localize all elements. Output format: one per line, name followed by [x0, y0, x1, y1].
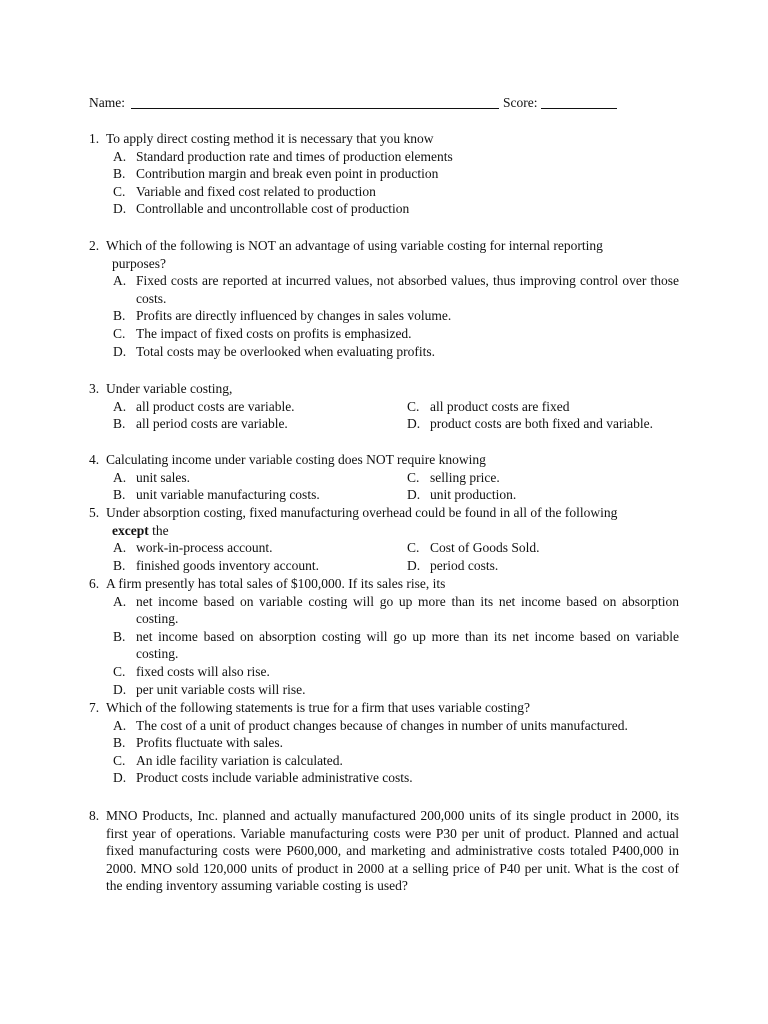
options-grid: [89, 469, 679, 504]
question-text: Under absorption costing, fixed manufacturing overhead could be found in all of the following: [106, 505, 618, 520]
question-5: [89, 504, 679, 574]
option-c[interactable]: [407, 398, 679, 416]
option-letter: D.: [113, 681, 127, 697]
option-letter: D.: [113, 770, 127, 786]
option-text: selling price.: [430, 469, 500, 485]
option-c[interactable]: [89, 752, 679, 770]
option-c[interactable]: [89, 325, 679, 343]
option-letter: B.: [113, 557, 126, 573]
option-letter: B.: [113, 416, 126, 432]
option-letter: A.: [113, 148, 127, 164]
question-number: 3.: [89, 381, 100, 396]
question-text: Which of the following is NOT an advantage of using variable costing for internal reporting: [106, 238, 603, 253]
option-c[interactable]: [407, 539, 679, 557]
option-c[interactable]: [407, 469, 679, 487]
option-letter: A.: [113, 593, 127, 609]
option-letter: A.: [113, 469, 127, 485]
option-b[interactable]: [113, 486, 407, 504]
option-text: all product costs are fixed: [430, 398, 570, 414]
option-letter: D.: [407, 416, 421, 432]
option-text: unit variable manufacturing costs.: [136, 487, 320, 503]
option-text: Variable and fixed cost related to production: [136, 183, 376, 199]
question-text: Which of the following statements is true for a firm that uses variable costing?: [106, 700, 531, 715]
option-b[interactable]: [113, 415, 407, 433]
option-letter: D.: [113, 201, 127, 217]
question-number: 4.: [89, 452, 100, 467]
question-text: To apply direct costing method it is necessary that you know: [106, 131, 434, 146]
option-a[interactable]: [113, 539, 407, 557]
question-1: [89, 130, 679, 218]
option-a[interactable]: [89, 148, 679, 166]
options-grid: [89, 398, 679, 433]
option-d[interactable]: [407, 486, 679, 504]
option-letter: A.: [113, 398, 127, 414]
option-text: net income based on absorption costing will go up more than its net income based on variable costing.: [136, 628, 679, 662]
question-text: Under variable costing,: [106, 381, 233, 396]
question-number: 1.: [89, 131, 100, 146]
option-d[interactable]: [89, 681, 679, 699]
question-text: A firm presently has total sales of $100,000. If its sales rise, its: [106, 576, 446, 591]
question-7: [89, 699, 679, 787]
question-4: [89, 451, 679, 504]
question-number: 2.: [89, 238, 100, 253]
question-number: 5.: [89, 505, 100, 520]
option-c[interactable]: [89, 183, 679, 201]
question-text: MNO Products, Inc. planned and actually manufactured 200,000 units of its single product in 2000, its first year of operations. Variable manufacturing costs were P30 per unit of product. Planned and actual fixed manufacturing costs were P600,000, and marketing and administrative costs totaled P400,000 in 2000. MNO sold 120,000 units of product in 2000 at a selling price of P40 per unit. What is the cost of the ending inventory assuming variable costing is used?: [106, 808, 679, 894]
option-text: An idle facility variation is calculated.: [136, 752, 343, 768]
option-b[interactable]: [89, 307, 679, 325]
option-letter: D.: [113, 343, 127, 359]
option-letter: A.: [113, 273, 127, 289]
question-6: [89, 575, 679, 698]
emphasis-except: except: [112, 522, 149, 538]
option-text: Product costs include variable administrative costs.: [136, 770, 413, 786]
option-text: all product costs are variable.: [136, 398, 295, 414]
question-number: 8.: [89, 808, 100, 823]
option-d[interactable]: [89, 200, 679, 218]
option-text: Fixed costs are reported at incurred values, not absorbed values, thus improving control over those costs.: [136, 273, 679, 306]
option-letter: D.: [407, 487, 421, 503]
option-text: Profits are directly influenced by changes in sales volume.: [136, 308, 452, 324]
option-letter: C.: [407, 469, 420, 485]
question-text-continued: purposes?: [112, 255, 166, 271]
option-b[interactable]: [89, 628, 679, 663]
option-text: Standard production rate and times of production elements: [136, 148, 453, 164]
option-text: net income based on variable costing will go up more than its net income based on absorption costing.: [136, 593, 679, 627]
options-grid: [89, 539, 679, 574]
option-letter: A.: [113, 717, 127, 733]
option-text: fixed costs will also rise.: [136, 663, 270, 679]
option-d[interactable]: [89, 769, 679, 787]
option-letter: B.: [113, 166, 126, 182]
option-letter: C.: [113, 183, 126, 199]
score-label: Score:: [503, 95, 538, 110]
question-text-tail: the: [148, 522, 169, 538]
option-text: product costs are both fixed and variable.: [430, 416, 654, 432]
option-letter: A.: [113, 540, 127, 556]
option-c[interactable]: [89, 663, 679, 681]
option-a[interactable]: [113, 398, 407, 416]
option-text: The impact of fixed costs on profits is emphasized.: [136, 325, 412, 341]
option-b[interactable]: [89, 734, 679, 752]
option-letter: B.: [113, 628, 126, 644]
option-d[interactable]: [407, 557, 679, 575]
option-a[interactable]: [113, 469, 407, 487]
option-b[interactable]: [89, 165, 679, 183]
option-b[interactable]: [113, 557, 407, 575]
option-text: all period costs are variable.: [136, 416, 288, 432]
option-text: Total costs may be overlooked when evaluating profits.: [136, 343, 435, 359]
option-d[interactable]: [89, 343, 679, 361]
option-text: per unit variable costs will rise.: [136, 681, 306, 697]
question-8: [89, 807, 679, 895]
option-letter: C.: [407, 398, 420, 414]
question-number: 6.: [89, 576, 100, 591]
option-text: Controllable and uncontrollable cost of production: [136, 201, 410, 217]
option-d[interactable]: [407, 415, 679, 433]
option-letter: B.: [113, 735, 126, 751]
option-text: Contribution margin and break even point in production: [136, 166, 439, 182]
question-2: [89, 237, 679, 360]
option-a[interactable]: [89, 717, 679, 735]
question-3: [89, 380, 679, 433]
question-text-continued: [89, 522, 679, 540]
option-text: work-in-process account.: [136, 540, 273, 556]
header: [89, 94, 629, 112]
option-letter: C.: [113, 752, 126, 768]
option-text: finished goods inventory account.: [136, 557, 319, 573]
option-text: Cost of Goods Sold.: [430, 540, 540, 556]
option-text: The cost of a unit of product changes because of changes in number of units manufactured.: [136, 717, 628, 733]
question-text: Calculating income under variable costing does NOT require knowing: [106, 452, 486, 467]
option-a[interactable]: [89, 593, 679, 628]
option-a[interactable]: [89, 272, 679, 307]
option-text: period costs.: [430, 557, 499, 573]
option-letter: B.: [113, 487, 126, 503]
option-letter: B.: [113, 308, 126, 324]
option-letter: C.: [407, 540, 420, 556]
option-text: unit sales.: [136, 469, 190, 485]
option-letter: D.: [407, 557, 421, 573]
option-letter: C.: [113, 663, 126, 679]
question-number: 7.: [89, 700, 100, 715]
option-text: unit production.: [430, 487, 517, 503]
option-text: Profits fluctuate with sales.: [136, 735, 283, 751]
option-letter: C.: [113, 325, 126, 341]
name-label: Name:: [89, 95, 125, 110]
